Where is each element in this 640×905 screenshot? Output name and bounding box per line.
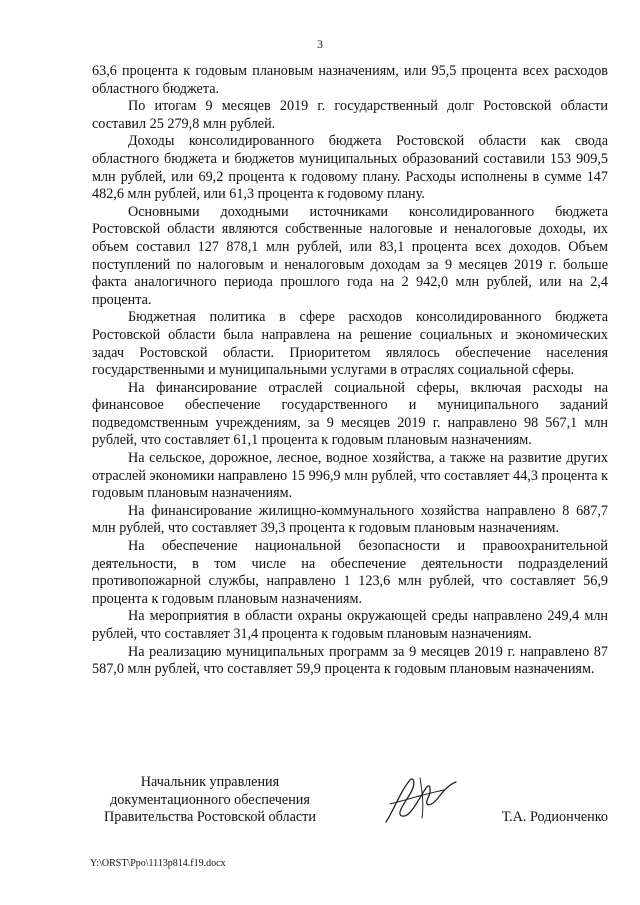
handwritten-signature [380,770,460,828]
signatory-position [90,774,330,827]
paragraph-10: На мероприятия в области охраны окружающей среды направлено 249,4 млн рублей, что составляет 31,4 процента к годовым плановым назначениям. [92,608,608,642]
document-body [92,63,608,679]
paragraph-8: На финансирование жилищно-коммунального хозяйства направлено 8 687,7 млн рублей, что составляет 39,3 процента к годовым плановым назначениям. [92,502,608,537]
signer-name: Т.А. Родионченко [501,809,608,825]
paragraph-6: На финансирование отраслей социальной сферы, включая расходы на финансовое обеспечение государственного и муниципального заданий подведомственным учреждениям, за 9 месяцев 2019 г. направлено 98 567,1 млн рублей, что составляет 61,1 процента к годовым плановым назначениям. [92,379,608,449]
paragraph-2: По итогам 9 месяцев 2019 г. государственный долг Ростовской области составил 25 279,8 млн рублей. [92,98,608,132]
paragraph-3: Доходы консолидированного бюджета Ростовской области как свода областного бюджета и бюджетов муниципальных образований составили 153 909,5 млн рублей, или 69,2 процента к годовому плану. Расходы исполнены в сумме 147 482,6 млн рублей, или 61,3 процента к годовому плану. [92,133,608,203]
paragraph-9: На обеспечение национальной безопасности и правоохранительной деятельности, в том числе на обеспечение деятельности подразделений противопожарной службы, направлено 1 123,6 млн рублей, что составляет 56,9 процента к годовым плановым назначениям. [92,538,608,607]
paragraph-11: На реализацию муниципальных программ за 9 месяцев 2019 г. направлено 87 587,0 млн рублей, что составляет 59,9 процента к годовым плановым назначениям. [92,643,608,678]
page-number: 3 [317,37,323,51]
paragraph-5: Бюджетная политика в сфере расходов консолидированного бюджета Ростовской области была направлена на решение социальных и экономических задач Ростовской области. Приоритетом являлось обеспечение населения государственными и муниципальными услугами в отраслях социальной сферы. [92,309,608,379]
paragraph-1: 63,6 процента к годовым плановым назначениям, или 95,5 процента всех расходов областного бюджета. [92,63,608,97]
paragraph-4: Основными доходными источниками консолидированного бюджета Ростовской области являются собственные налоговые и неналоговые доходы, их объем составил 127 878,1 млн рублей, или 83,1 процента всех доходов. Объем поступлений по налоговым и неналоговым доходам за 9 месяцев 2019 г. больше факта аналогичного периода прошлого года на 2 942,0 млн рублей, или на 2,4 процента. [92,203,608,308]
position-line: Правительства Ростовской области [104,809,316,826]
paragraph-7: На сельское, дорожное, лесное, водное хозяйства, а также на развитие других отраслей экономики направлено 15 996,9 млн рублей, что составляет 44,3 процента к годовым плановым назначениям. [92,450,608,502]
position-line: документационного обеспечения [110,791,310,808]
file-path-footer: Y:\ORST\Ppo\1113p814.f19.docx [90,858,226,869]
position-line: Начальник управления [140,774,280,790]
